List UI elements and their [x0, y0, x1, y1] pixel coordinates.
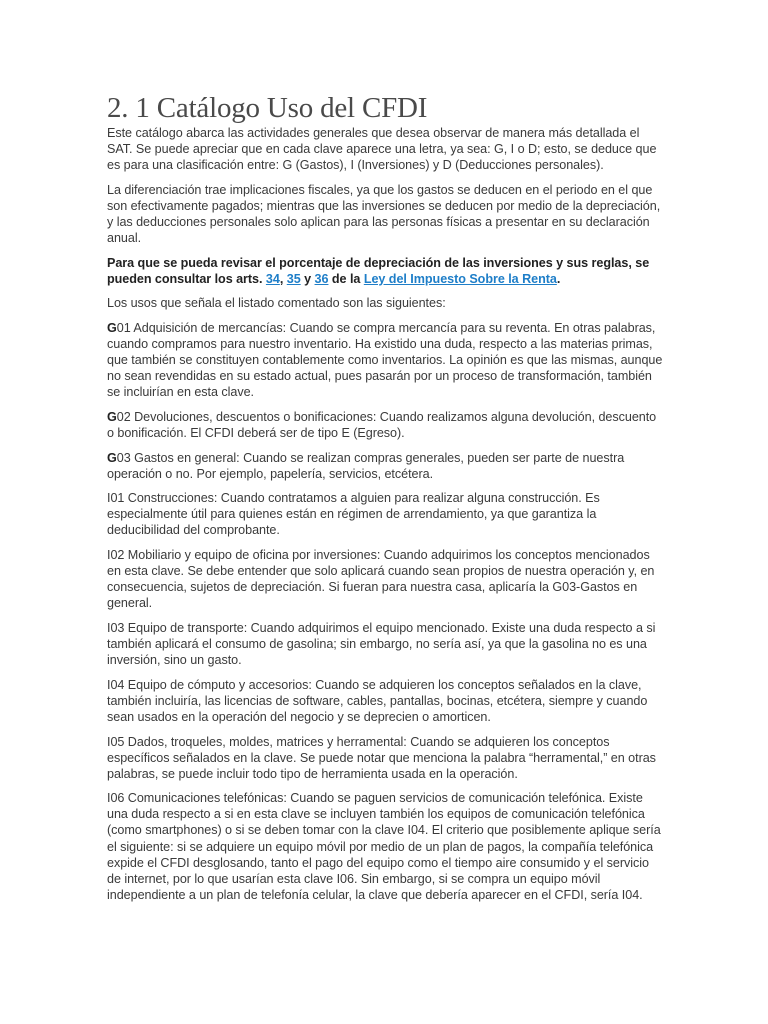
document-page — [107, 92, 663, 911]
list-item-i03 — [107, 620, 663, 668]
item-text: 01 Adquisición de mercancías: Cuando se compra mercancía para su reventa. En otras palabras, cuando compramos para nuestro inventario. Ha existido una duda, respecto a las materias primas, que también se constituyen contablemente como inventarios. La opinión es que las mismas, aunque no sean revendidas en su estado actual, pues pasarán por un proceso de transformación, también se incluirían en esta clave. — [107, 320, 663, 400]
item-letter: I — [107, 791, 111, 806]
link-art-35[interactable]: 35 — [286, 271, 301, 286]
list-intro: Los usos que señala el listado comentado son las siguientes: — [107, 296, 446, 311]
list-item-i04 — [107, 677, 663, 725]
link-art-36[interactable]: 36 — [314, 271, 329, 286]
item-text: 06 Comunicaciones telefónicas: Cuando se paguen servicios de comunicación telefónica. Existe una duda respecto a si en esta clave se incluyen también los equipos de comunicación telefónica (como smartphones) o si se deben tomar con la clave I04. El criterio que posiblemente aplique sería el siguiente: si se adquiere un equipo móvil por medio de un plan de pagos, la compañía telefónica expide el CFDI desglosando, tanto el pago del equipo como el tiempo aire consumido y el servicio de internet, por lo que usarían esta clave I06. Sin embargo, si se compra un equipo móvil independiente a un plan de telefonía celular, la clave que debería aparecer en el CFDI, sería I04. — [107, 791, 661, 902]
note-separator: y — [300, 271, 315, 286]
item-text: 03 Gastos en general: Cuando se realizan compras generales, pueden ser parte de nuestra operación o no. Por ejemplo, papelería, servicios, etcétera. — [107, 450, 625, 481]
item-text: 05 Dados, troqueles, moldes, matrices y herramental: Cuando se adquieren los conceptos específicos señalados en la clave. Se puede notar que menciona la palabra “herramental,” en otras palabras, se puede incluir todo tipo de herramienta usada en la operación. — [107, 734, 656, 781]
intro-paragraph-1: Este catálogo abarca las actividades generales que desea observar de manera más detallada el SAT. Se puede apreciar que en cada clave aparece una letra, ya sea: G, I o D; esto, se deduce que es para una clasificación entre: G (Gastos), I (Inversiones) y D (Deducciones personales). — [107, 126, 657, 173]
item-text: 02 Devoluciones, descuentos o bonificaciones: Cuando realizamos alguna devolución, descuento o bonificación. El CFDI deberá ser de tipo E (Egreso). — [107, 409, 657, 440]
note-middle: de la — [328, 271, 364, 286]
item-text: 04 Equipo de cómputo y accesorios: Cuando se adquieren los conceptos señalados en la clave, también incluiría, las licencias de software, cables, pantallas, bocinas, etcétera, siempre y cuando sean usados en la operación del negocio y se deprecien o amorticen. — [107, 677, 648, 724]
item-letter: G — [107, 409, 117, 424]
depreciation-note — [107, 255, 663, 287]
item-letter: G — [107, 320, 117, 335]
list-item-g03 — [107, 450, 663, 482]
note-prefix: Para que se pueda revisar el porcentaje de depreciación de las inversiones y sus reglas, se pueden consultar los arts. — [107, 255, 650, 286]
item-text: 03 Equipo de transporte: Cuando adquirimos el equipo mencionado. Existe una duda respecto a si también aplicará el consumo de gasolina; sin embargo, no sería así, ya que la gasolina no es una inversión, sino un gasto. — [107, 620, 656, 668]
item-letter: I — [107, 491, 111, 506]
item-letter: I — [107, 548, 111, 563]
item-letter: I — [107, 677, 111, 692]
list-item-g01 — [107, 320, 663, 400]
item-letter: G — [107, 450, 117, 465]
list-item-i02 — [107, 547, 663, 611]
item-letter: I — [107, 734, 111, 749]
note-suffix: . — [556, 271, 561, 286]
link-art-34[interactable]: 34 — [265, 271, 280, 286]
item-text: 01 Construcciones: Cuando contratamos a alguien para realizar alguna construcción. Es especialmente útil para quienes están en régimen de arrendamiento, ya que garantiza la deducibilidad del comprobante. — [107, 491, 600, 538]
list-item-i05 — [107, 734, 663, 782]
intro-paragraph-2: La diferenciación trae implicaciones fiscales, ya que los gastos se deducen en el periodo en el que son efectivamente pagados; mientras que las inversiones se deducen por medio de la depreciación, y las deducciones personales solo aplican para las personas físicas a presentar en su declaración anual. — [107, 182, 661, 246]
list-item-i06 — [107, 790, 663, 903]
list-item-i01 — [107, 490, 663, 538]
list-item-g02 — [107, 409, 663, 441]
link-ley-isr[interactable]: Ley del Impuesto Sobre la Renta — [363, 271, 557, 286]
item-text: 02 Mobiliario y equipo de oficina por inversiones: Cuando adquirimos los conceptos mencionados en esta clave. Se debe entender que solo aplicará cuando sean propios de nuestra operación y, en consecuencia, sujetos de depreciación. Si fueran para nuestra casa, aplicaría la G03-Gastos en general. — [107, 548, 655, 611]
page-title: 2. 1 Catálogo Uso del CFDI — [107, 92, 428, 124]
item-letter: I — [107, 620, 111, 635]
note-separator: , — [279, 271, 287, 286]
